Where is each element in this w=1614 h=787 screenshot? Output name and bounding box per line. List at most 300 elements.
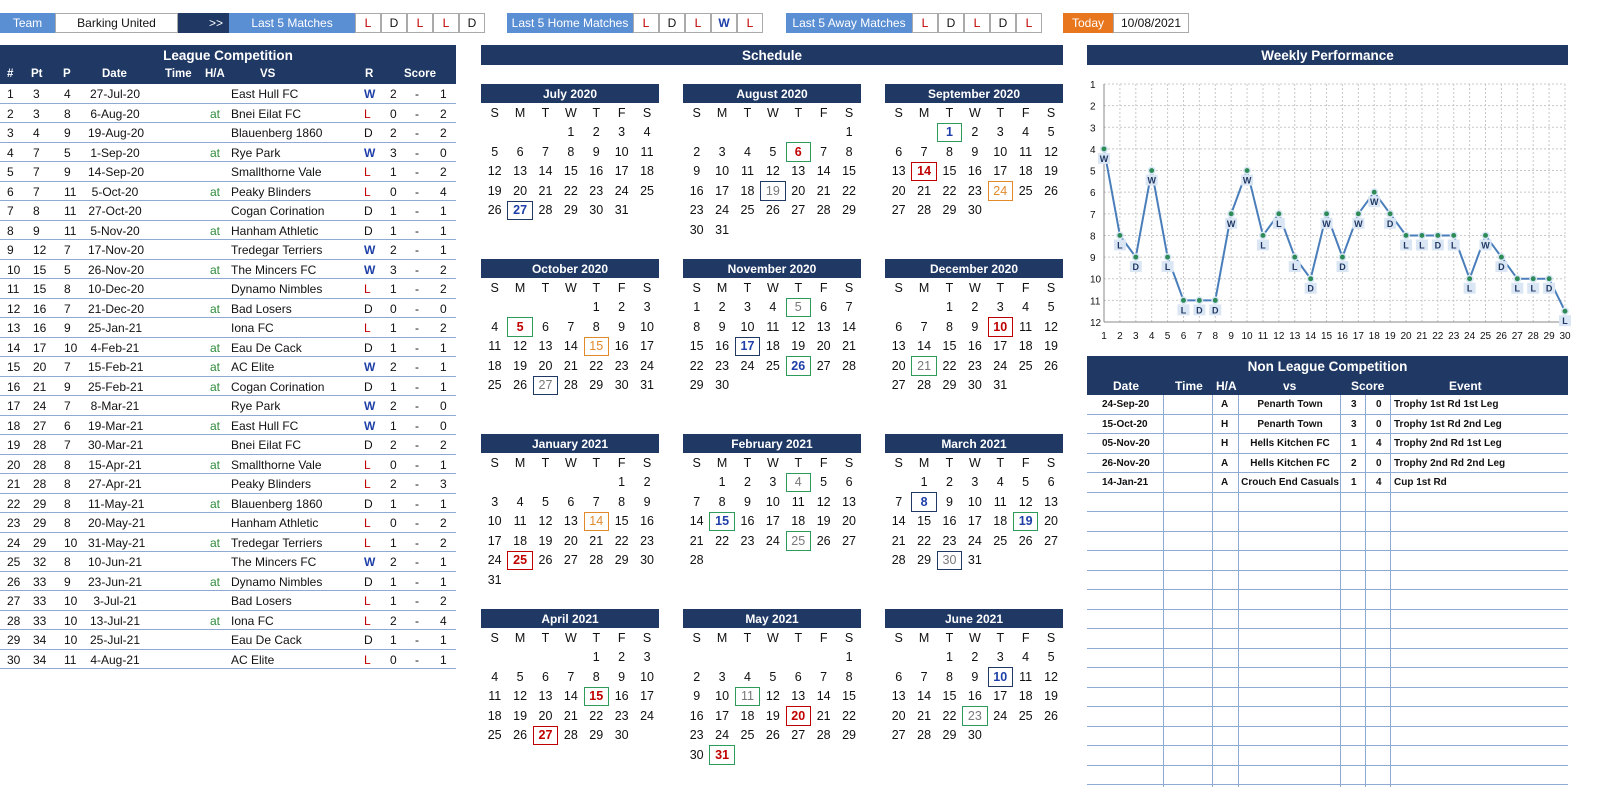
row-p: 6 <box>64 418 71 433</box>
calendar-day: 3 <box>769 475 777 490</box>
calendar-day: 1 <box>592 650 600 665</box>
x-tick-label: 11 <box>1257 331 1269 342</box>
empty-day <box>533 648 558 668</box>
calendar-day: 12 <box>487 164 502 179</box>
x-tick-label: 13 <box>1289 331 1301 342</box>
row-pt: 9 <box>33 223 40 238</box>
calendar-day: 23 <box>640 533 654 548</box>
calendar-day: 8 <box>946 144 953 159</box>
nl-goals-for: 1 <box>1351 477 1357 488</box>
row-num: 2 <box>7 106 14 121</box>
row-goals-against: 2 <box>440 106 447 121</box>
data-point <box>1196 297 1202 303</box>
row-goals-against: 2 <box>440 438 447 452</box>
match-day[interactable]: 30 <box>937 551 962 571</box>
calendar-day: 17 <box>765 514 780 529</box>
month-title: April 2021 <box>481 609 659 628</box>
table-row <box>1087 473 1568 493</box>
row-p: 8 <box>64 496 71 511</box>
calendar-day: 13 <box>891 339 906 354</box>
row-date: 21-Dec-20 <box>88 301 145 316</box>
y-tick-label: 5 <box>1090 166 1096 178</box>
calendar-day: 22 <box>614 533 629 548</box>
weekday-label: T <box>743 455 752 470</box>
calendar-day: 7 <box>567 319 575 334</box>
weekday-label: S <box>1046 630 1056 645</box>
empty-day <box>533 123 558 143</box>
calendar-day: 9 <box>592 144 600 159</box>
row-opponent: Blauenberg 1860 <box>231 126 323 140</box>
nl-goals-for: 3 <box>1351 399 1357 410</box>
row-date: 20-May-21 <box>88 516 146 530</box>
calendar-day: 1 <box>718 475 726 490</box>
data-point <box>1276 211 1282 217</box>
calendar-day: 31 <box>967 553 982 568</box>
match-day[interactable]: 19 <box>1013 512 1038 532</box>
calendar-day: 6 <box>516 144 524 159</box>
calendar-day: 29 <box>589 378 604 393</box>
calendar-day: 7 <box>920 669 928 684</box>
point-label: W <box>1242 175 1252 186</box>
match-day[interactable]: 6 <box>786 142 811 162</box>
calendar-day: 5 <box>1022 475 1030 490</box>
row-opponent: Tredegar Terriers <box>231 535 323 550</box>
weekday-label: M <box>716 280 728 295</box>
calendar-day: 22 <box>563 183 578 198</box>
calendar-day: 30 <box>967 378 982 393</box>
calendar-day: 30 <box>614 378 629 393</box>
row-date: 23-Jun-21 <box>88 574 143 589</box>
match-day[interactable]: 15 <box>709 512 734 532</box>
row-goals-for: 2 <box>390 243 397 257</box>
row-num: 4 <box>7 145 14 160</box>
empty-day <box>507 298 532 318</box>
calendar-day: 15 <box>942 164 957 179</box>
table-row <box>0 650 456 670</box>
nl-ha: H <box>1221 418 1229 430</box>
row-goals-for: 2 <box>390 126 397 140</box>
row-pt: 3 <box>33 87 40 101</box>
empty-day <box>507 123 532 143</box>
row-date: 14-Sep-20 <box>88 165 145 179</box>
match-day[interactable]: 14 <box>911 162 936 182</box>
calendar-day: 18 <box>1018 164 1033 179</box>
calendar-day: 28 <box>689 553 704 568</box>
row-num: 18 <box>7 418 21 433</box>
calendar-day: 18 <box>740 708 755 723</box>
row-ha: at <box>210 613 221 628</box>
y-tick-label: 7 <box>1090 209 1096 221</box>
point-label: L <box>1419 240 1425 251</box>
point-label: D <box>1339 262 1346 273</box>
calendar-day: 18 <box>1018 339 1033 354</box>
row-score-sep: - <box>415 496 419 511</box>
point-label: W <box>1147 175 1156 186</box>
calendar-day: 13 <box>791 164 806 179</box>
match-day[interactable]: 27 <box>507 201 532 221</box>
row-result: W <box>364 145 376 160</box>
match-day[interactable]: 17 <box>735 337 760 357</box>
calendar-day: 19 <box>513 358 528 373</box>
row-goals-for: 1 <box>390 379 397 394</box>
calendar-day: 17 <box>640 689 654 704</box>
calendar-day: 22 <box>942 183 957 198</box>
weekday-label: S <box>692 105 701 120</box>
calendar-day: 3 <box>643 650 651 665</box>
calendar-day: 20 <box>816 339 831 354</box>
row-opponent: Dynamo Nimbles <box>231 574 323 589</box>
calendar-day: 16 <box>614 339 629 354</box>
table-row <box>0 201 456 221</box>
weekday-label: T <box>794 455 803 470</box>
row-p: 9 <box>64 321 71 335</box>
row-ha: at <box>210 301 221 316</box>
row-p: 10 <box>64 633 78 647</box>
calendar-day: 7 <box>592 494 600 509</box>
match-day[interactable]: 10 <box>988 667 1013 687</box>
calendar-day: 4 <box>1022 650 1030 665</box>
row-p: 11 <box>64 184 77 199</box>
calendar-day: 6 <box>845 475 853 490</box>
calendar-day: 22 <box>942 358 957 373</box>
calendar-day: 2 <box>971 300 979 315</box>
calendar-day: 17 <box>715 708 730 723</box>
calendar-day: 24 <box>715 728 730 743</box>
match-day[interactable]: 31 <box>709 745 734 765</box>
calendar-day: 30 <box>967 203 982 218</box>
row-goals-against: 1 <box>440 379 447 394</box>
calendar-day: 4 <box>1022 125 1030 140</box>
table-row <box>1087 688 1568 708</box>
x-tick-label: 30 <box>1559 331 1571 342</box>
row-goals-against: 3 <box>440 477 447 491</box>
row-opponent: Eau De Cack <box>231 633 302 647</box>
row-ha: at <box>210 145 221 160</box>
point-label: W <box>1354 218 1363 229</box>
calendar-day: 9 <box>744 494 751 509</box>
calendar-day: 1 <box>693 300 701 315</box>
row-p: 4 <box>64 87 71 101</box>
row-goals-for: 1 <box>390 535 397 550</box>
row-p: 8 <box>64 555 71 569</box>
calendar-day: 6 <box>895 669 903 684</box>
row-result: W <box>364 262 376 277</box>
row-ha: at <box>210 223 221 238</box>
calendar-day: 22 <box>842 708 856 723</box>
table-row <box>1087 454 1568 474</box>
row-date: 17-Nov-20 <box>88 243 145 257</box>
calendar-day: 29 <box>942 203 957 218</box>
row-goals-against: 2 <box>440 262 447 277</box>
nl-ha: A <box>1221 477 1229 488</box>
month-calendar <box>481 609 659 745</box>
x-tick-label: 15 <box>1320 331 1333 342</box>
match-day[interactable]: 1 <box>937 123 962 143</box>
weekday-label: S <box>642 630 652 645</box>
match-day[interactable]: 11 <box>735 687 760 707</box>
point-label: L <box>1466 283 1473 294</box>
calendar-day: 27 <box>816 358 831 373</box>
row-p: 10 <box>64 613 78 628</box>
table-row <box>1087 590 1568 610</box>
col-score: Score <box>404 68 436 80</box>
calendar-day: 30 <box>967 728 982 743</box>
calendar-day: 4 <box>996 475 1004 490</box>
empty-day <box>507 648 532 668</box>
weekday-label: M <box>716 455 728 470</box>
row-goals-against: 1 <box>440 633 447 647</box>
match-day[interactable]: 4 <box>786 473 811 493</box>
month-calendar <box>885 84 1063 220</box>
weekday-label: S <box>642 280 652 295</box>
table-row <box>1087 668 1568 688</box>
weekday-label: S <box>894 105 903 120</box>
weekday-label: S <box>642 455 652 470</box>
weekday-label: S <box>692 455 701 470</box>
row-goals-against: 1 <box>440 652 447 667</box>
calendar-day: 11 <box>513 514 527 529</box>
calendar-day: 22 <box>842 183 856 198</box>
point-label: L <box>1530 283 1536 294</box>
row-result: W <box>364 399 376 413</box>
nl-col-ha: H/A <box>1216 379 1237 393</box>
calendar-day: 13 <box>513 164 528 179</box>
calendar-day: 3 <box>718 144 726 159</box>
calendar-day: 6 <box>1047 475 1055 490</box>
month-title: September 2020 <box>885 84 1063 103</box>
row-pt: 12 <box>33 243 47 257</box>
row-goals-for: 3 <box>390 262 397 277</box>
table-row <box>0 182 456 202</box>
row-result: W <box>364 243 376 257</box>
weekday-label: S <box>1046 105 1056 120</box>
match-day[interactable]: 8 <box>911 492 936 512</box>
row-num: 14 <box>7 340 21 355</box>
col-date: Date <box>102 68 127 80</box>
calendar-day: 22 <box>942 708 957 723</box>
row-result: L <box>364 321 371 335</box>
row-pt: 29 <box>33 496 47 511</box>
row-pt: 7 <box>33 165 40 179</box>
calendar-day: 8 <box>592 669 600 684</box>
row-p: 11 <box>64 204 77 218</box>
match-day[interactable]: 10 <box>988 317 1013 337</box>
calendar-day: 24 <box>715 203 730 218</box>
calendar-day: 20 <box>891 358 906 373</box>
calendar-day: 28 <box>538 203 553 218</box>
row-opponent: Peaky Blinders <box>231 184 312 199</box>
match-day[interactable]: 27 <box>533 726 558 746</box>
point-label: W <box>1369 197 1379 208</box>
calendar-day: 29 <box>942 728 957 743</box>
match-day[interactable]: 21 <box>911 356 936 376</box>
calendar-day: 7 <box>820 669 828 684</box>
row-pt: 20 <box>33 360 47 374</box>
x-tick-label: 18 <box>1368 331 1380 342</box>
result-badge: L <box>433 13 459 33</box>
weekday-label: S <box>844 455 854 470</box>
weekday-label: S <box>490 105 499 120</box>
row-date: 27-Jul-20 <box>89 87 141 101</box>
table-row <box>1087 727 1568 747</box>
table-row <box>1087 629 1568 649</box>
match-day[interactable]: 15 <box>584 337 609 357</box>
row-date: 13-Jul-21 <box>89 613 141 628</box>
match-day[interactable]: 19 <box>760 181 785 201</box>
month-calendar <box>683 259 861 395</box>
calendar-day: 8 <box>845 144 853 159</box>
row-score-sep: - <box>415 633 419 647</box>
match-day[interactable]: 20 <box>786 706 811 726</box>
y-tick-label: 6 <box>1090 188 1096 200</box>
row-goals-against: 1 <box>440 574 447 589</box>
calendar-day: 24 <box>967 533 982 548</box>
row-score-sep: - <box>415 613 419 628</box>
match-day[interactable]: 26 <box>786 356 811 376</box>
row-date: 1-Sep-20 <box>90 145 140 160</box>
weekday-label: T <box>945 630 954 645</box>
data-point <box>1419 232 1425 238</box>
nl-goals-against: 0 <box>1376 457 1382 469</box>
x-tick-label: 17 <box>1352 331 1364 342</box>
row-score-sep: - <box>415 555 419 569</box>
weekday-label: T <box>743 105 752 120</box>
calendar-day: 13 <box>1044 494 1058 509</box>
y-tick-label: 8 <box>1090 231 1096 243</box>
calendar-day: 29 <box>842 728 856 743</box>
weekday-label: W <box>766 455 779 470</box>
calendar-day: 11 <box>1019 144 1033 159</box>
row-score-sep: - <box>415 574 419 589</box>
month-title: July 2020 <box>481 84 659 103</box>
table-row <box>0 279 456 299</box>
data-point <box>1148 167 1154 173</box>
match-day[interactable]: 5 <box>507 317 532 337</box>
weekday-label: T <box>794 280 803 295</box>
team-select[interactable]: Barking United <box>55 13 178 33</box>
calendar-day: 14 <box>538 164 553 179</box>
row-ha: at <box>210 360 221 374</box>
nl-opponent: Hells Kitchen FC <box>1250 457 1330 469</box>
weekday-label: F <box>617 455 626 470</box>
match-day[interactable]: 23 <box>962 706 987 726</box>
x-tick-label: 7 <box>1196 331 1203 342</box>
next-team-button[interactable]: >> <box>203 13 229 33</box>
row-result: L <box>364 457 371 472</box>
row-pt: 15 <box>33 262 47 277</box>
table-row <box>0 494 456 514</box>
x-tick-label: 28 <box>1527 331 1539 342</box>
row-score-sep: - <box>415 535 419 550</box>
weekday-label: F <box>819 280 828 295</box>
row-opponent: East Hull FC <box>231 87 299 101</box>
match-day[interactable]: 27 <box>533 376 558 396</box>
match-day[interactable]: 24 <box>988 181 1013 201</box>
match-day[interactable]: 5 <box>786 298 811 318</box>
table-row <box>0 84 456 104</box>
calendar-day: 20 <box>538 708 553 723</box>
nl-col-score: Score <box>1351 379 1385 393</box>
empty-day <box>533 298 558 318</box>
month-title: November 2020 <box>683 259 861 278</box>
calendar-day: 24 <box>993 358 1008 373</box>
calendar-day: 27 <box>791 203 806 218</box>
row-pt: 15 <box>33 282 47 296</box>
row-p: 10 <box>64 594 78 608</box>
calendar-day: 28 <box>816 728 831 743</box>
weekday-label: W <box>968 280 981 295</box>
calendar-day: 16 <box>740 514 755 529</box>
result-badge: L <box>1016 13 1042 33</box>
match-day[interactable]: 25 <box>786 531 811 551</box>
nl-goals-for: 3 <box>1351 418 1357 430</box>
row-score-sep: - <box>415 652 419 667</box>
row-opponent: Hanham Athletic <box>231 223 319 238</box>
row-opponent: Cogan Corination <box>231 204 325 218</box>
row-goals-for: 1 <box>390 594 397 608</box>
weekday-label: M <box>918 105 930 120</box>
row-result: L <box>364 516 371 530</box>
point-label: D <box>1386 218 1394 229</box>
row-date: 26-Nov-20 <box>88 262 145 277</box>
match-day[interactable]: 15 <box>584 687 609 707</box>
weekday-label: W <box>564 105 577 120</box>
weekday-label: W <box>564 455 577 470</box>
calendar-day: 11 <box>791 494 805 509</box>
calendar-day: 17 <box>967 514 982 529</box>
row-p: 8 <box>64 106 71 121</box>
row-date: 4-Feb-21 <box>90 340 140 355</box>
weekday-label: M <box>918 280 930 295</box>
weekday-label: F <box>819 630 828 645</box>
calendar-day: 13 <box>538 689 553 704</box>
calendar-day: 28 <box>589 553 604 568</box>
match-day[interactable]: 25 <box>507 551 532 571</box>
weekday-label: T <box>743 630 752 645</box>
calendar-day: 28 <box>917 203 932 218</box>
calendar-day: 30 <box>589 203 604 218</box>
data-point <box>1292 254 1298 260</box>
calendar-day: 30 <box>715 378 730 393</box>
calendar-day: 24 <box>487 553 502 568</box>
weekday-label: T <box>945 105 954 120</box>
row-score-sep: - <box>415 438 419 452</box>
col-ha: H/A <box>205 68 225 80</box>
result-badge: L <box>355 13 381 33</box>
calendar-day: 25 <box>740 728 755 743</box>
calendar-day: 26 <box>513 378 528 393</box>
calendar-day: 21 <box>917 183 932 198</box>
row-p: 9 <box>64 126 71 140</box>
match-day[interactable]: 14 <box>584 512 609 532</box>
calendar-day: 29 <box>589 728 604 743</box>
empty-day <box>735 648 760 668</box>
row-pt: 32 <box>33 555 47 569</box>
row-p: 7 <box>64 301 71 316</box>
empty-day <box>684 123 709 143</box>
nl-opponent: Hells Kitchen FC <box>1250 438 1330 449</box>
weekday-label: T <box>794 630 803 645</box>
calendar-day: 5 <box>1047 125 1055 140</box>
calendar-day: 8 <box>693 319 701 334</box>
calendar-day: 28 <box>891 553 906 568</box>
calendar-day: 24 <box>640 358 654 373</box>
row-pt: 33 <box>33 613 47 628</box>
result-badge: L <box>407 13 433 33</box>
calendar-day: 20 <box>563 533 578 548</box>
calendar-day: 26 <box>487 203 502 218</box>
calendar-day: 2 <box>592 125 600 140</box>
